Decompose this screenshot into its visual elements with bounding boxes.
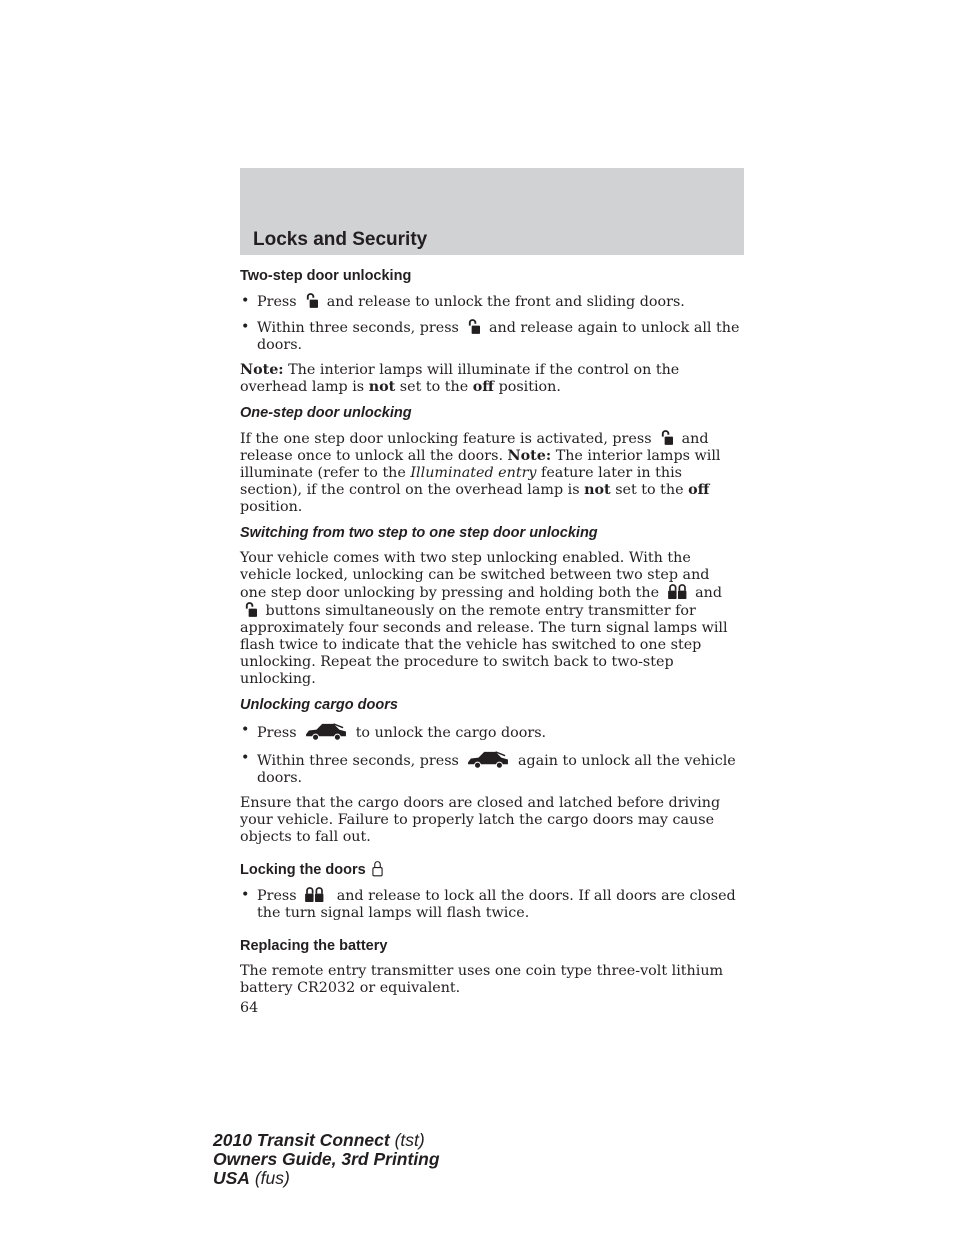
cargo-heading: Unlocking cargo doors — [240, 697, 398, 713]
footer-line-3: USA (fus) — [213, 1168, 290, 1188]
footer-line-2: Owners Guide, 3rd Printing — [213, 1149, 440, 1169]
locking-list — [240, 887, 740, 922]
lock-icon — [668, 584, 687, 599]
locking-heading: Locking the doors — [240, 860, 740, 880]
two-step-note: Note: The interior lamps will illuminate if the control on the overhead lamp is not set to the off position. — [240, 362, 680, 395]
lock-icon — [305, 887, 324, 902]
list-item: • Within three seconds, press again to unlock all the vehicle doors. — [240, 750, 740, 787]
unlock-icon — [660, 430, 673, 445]
switching-heading: Switching from two step to one step door unlocking — [240, 525, 598, 541]
one-step-paragraph: If the one step door unlocking feature is activated, press and release once to unlock all the doors. Note: The interior lamps will illuminate (refer to the Illuminated entry feature later in this section), if the control on the overhead lamp is not set to the off position. — [240, 431, 721, 515]
unlock-icon — [244, 602, 257, 617]
section-header — [240, 168, 744, 255]
cargo-paragraph: Ensure that the cargo doors are closed and latched before driving your vehicle. Failure to properly latch the cargo doors may cause objects to fall out. — [240, 795, 721, 845]
two-step-list — [240, 293, 740, 354]
lock-outline-icon — [372, 860, 383, 877]
two-step-heading: Two-step door unlocking — [240, 268, 412, 284]
page-content — [240, 266, 740, 1017]
list-item: • Press to unlock the cargo doors. — [240, 722, 740, 742]
cargo-vehicle-icon — [305, 722, 347, 741]
unlock-icon — [467, 319, 480, 334]
list-item: • Within three seconds, press and release again to unlock all the doors. — [240, 319, 740, 354]
page-number: 64 — [240, 1000, 259, 1016]
one-step-heading: One-step door unlocking — [240, 405, 412, 421]
footer-line-1: 2010 Transit Connect (tst) — [213, 1130, 425, 1150]
list-item: • Press and release to unlock the front and sliding doors. — [240, 293, 740, 311]
list-item: • Press and release to lock all the doors. If all doors are closed the turn signal lamps will flash twice. — [240, 887, 740, 922]
cargo-list — [240, 722, 740, 787]
battery-heading: Replacing the battery — [240, 938, 388, 954]
footer — [213, 1131, 440, 1188]
unlock-icon — [305, 293, 318, 308]
cargo-vehicle-icon — [467, 750, 509, 769]
section-title: Locks and Security — [253, 229, 428, 250]
switching-paragraph: Your vehicle comes with two step unlocking enabled. With the vehicle locked, unlocking can be switched between two step and one step door unlocking by pressing and holding both the and buttons simultaneously on the remote entry transmitter for approximately four seconds and release. The turn signal lamps will flash twice to indicate that the vehicle has switched to one step unlocking. Repeat the procedure to switch back to two-step unlocking. — [240, 550, 728, 687]
battery-paragraph: The remote entry transmitter uses one coin type three-volt lithium battery CR2032 or equivalent. — [240, 963, 724, 996]
